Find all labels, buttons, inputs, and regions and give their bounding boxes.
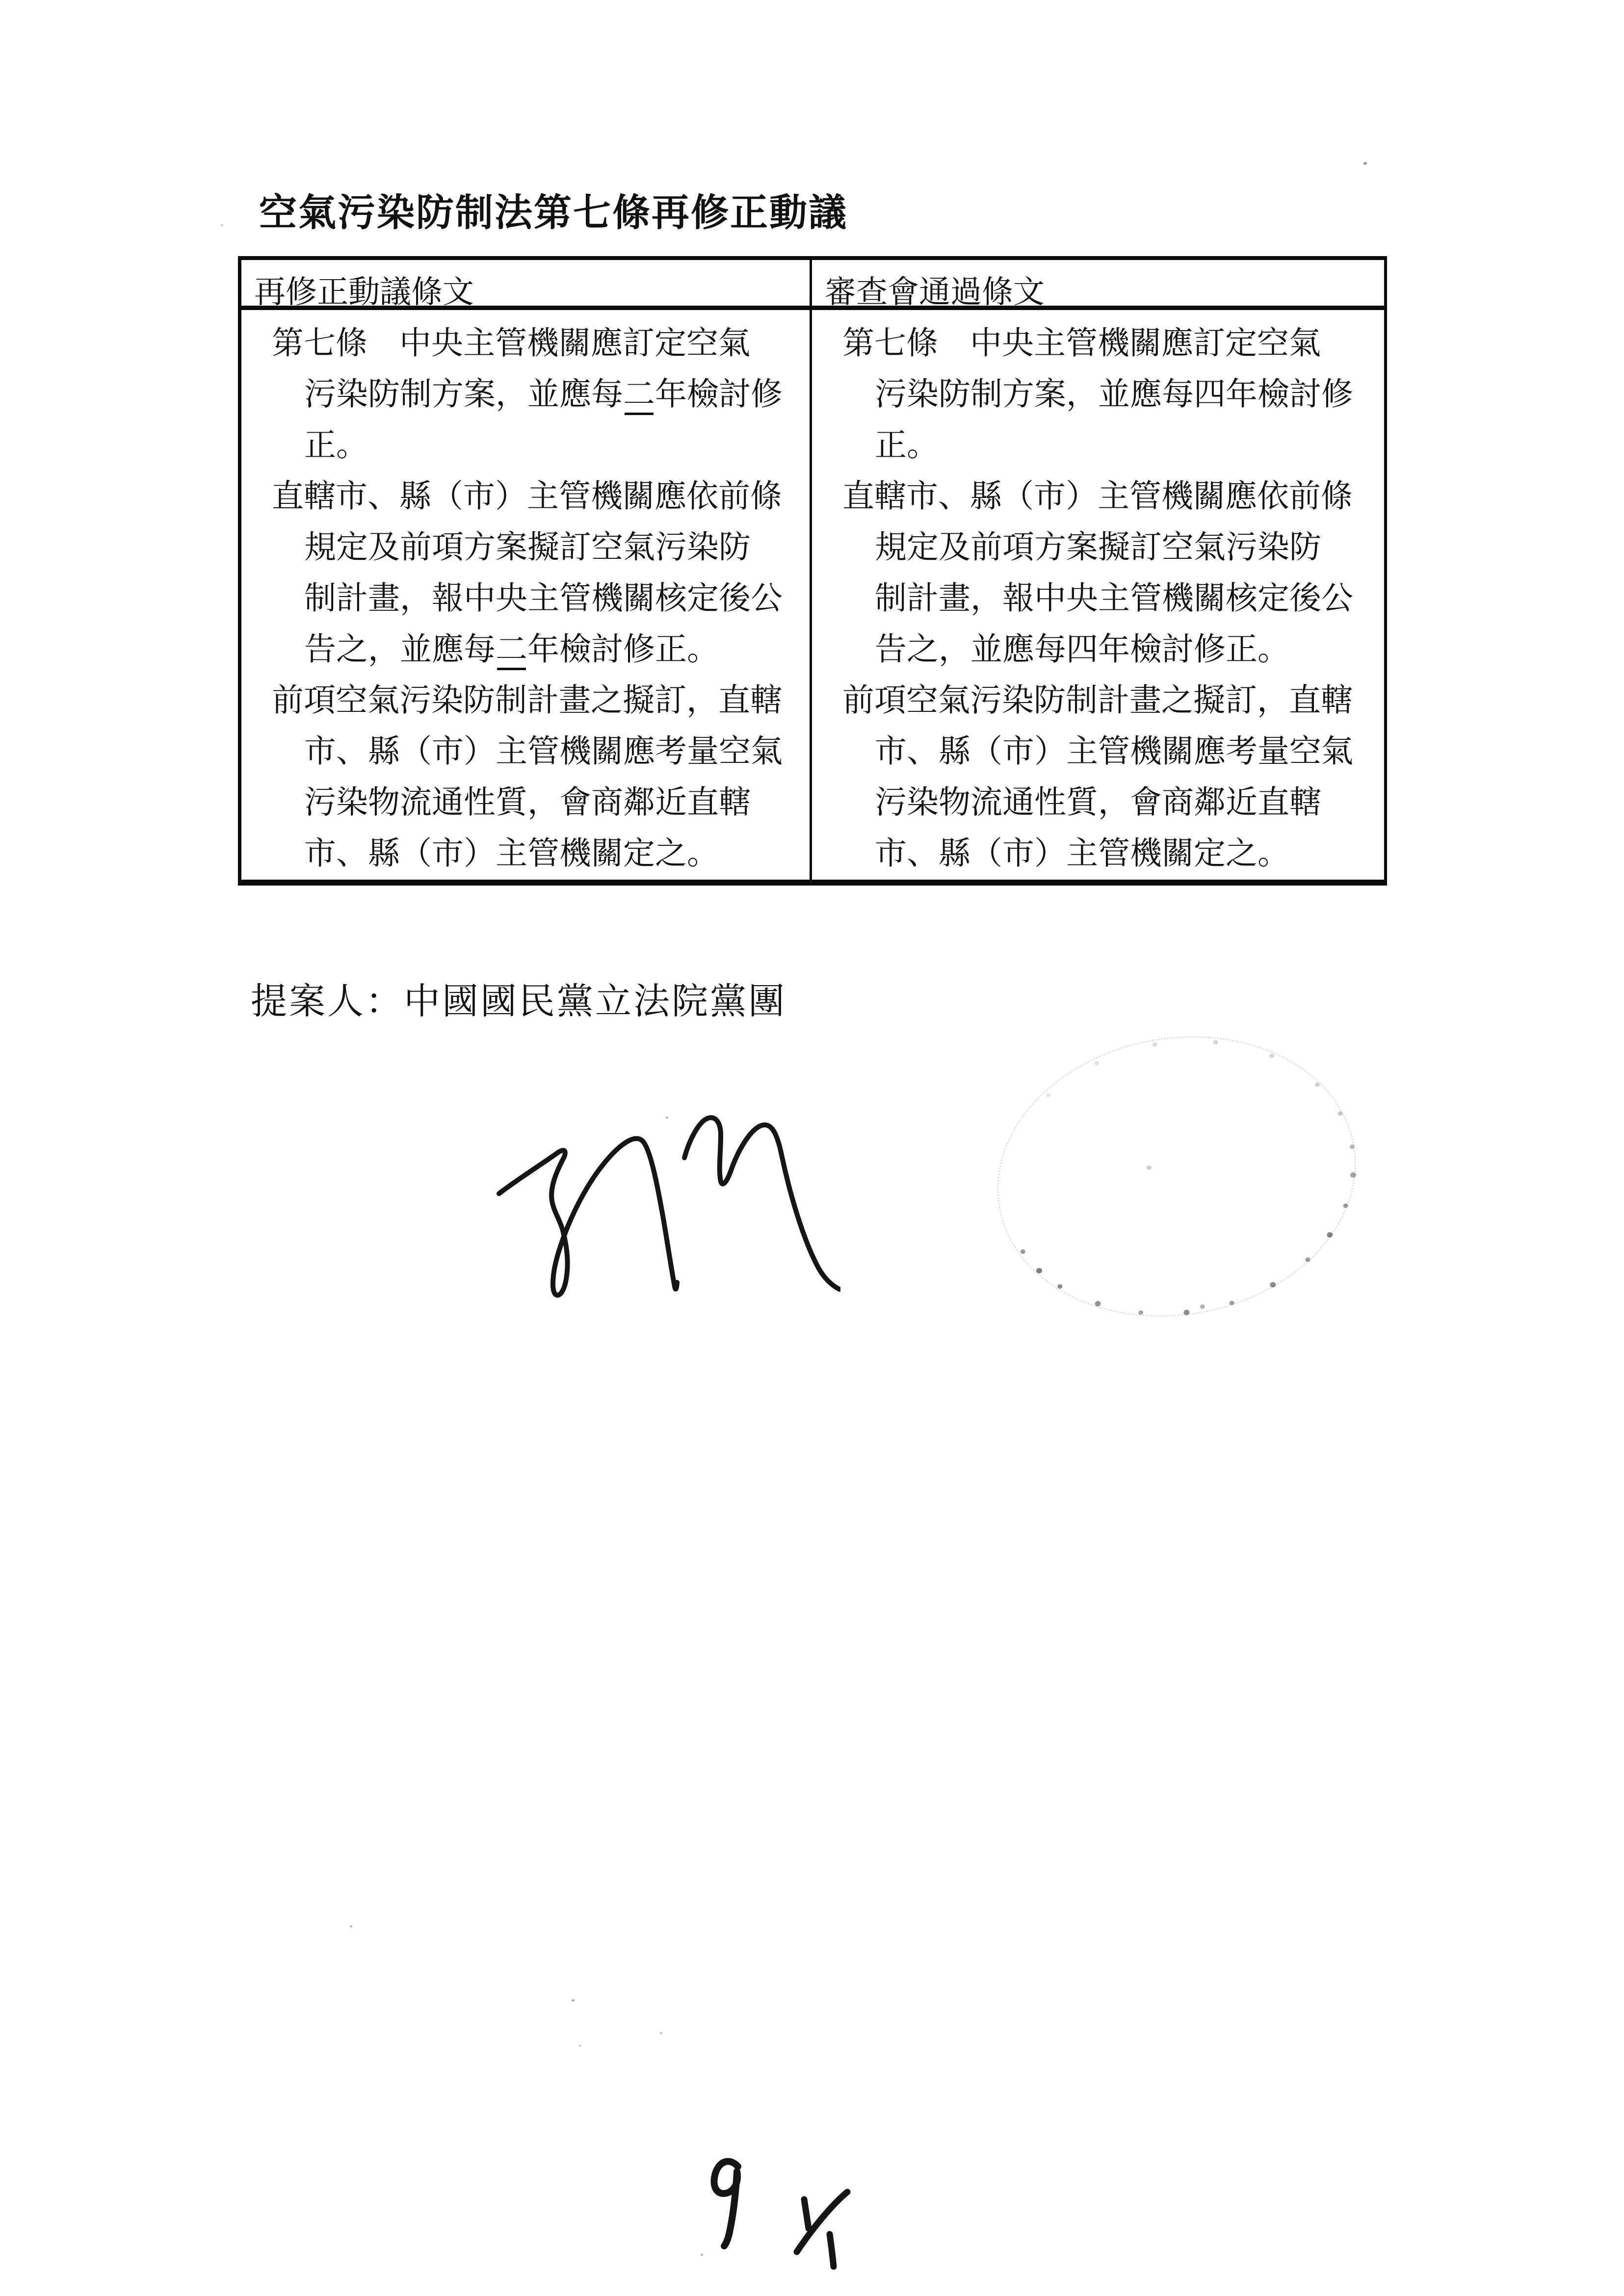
stamp-mark <box>974 1008 1378 1344</box>
law-text-line <box>842 573 1379 624</box>
scan-speck <box>666 1117 668 1119</box>
law-text-segment: 制計畫，報中央主管機關核定後公 <box>304 581 783 616</box>
law-text-segment: 市、縣（市）主管機關應考量空氣 <box>875 734 1354 769</box>
law-text-line <box>272 318 805 369</box>
table-column-committee <box>812 260 1384 880</box>
scan-speck <box>221 224 223 226</box>
law-text-segment: 市、縣（市）主管機關定之。 <box>875 836 1290 871</box>
law-text-segment: 前項空氣污染防制計畫之擬訂，直轄 <box>842 683 1353 718</box>
column-body-motion <box>241 310 810 879</box>
amendment-comparison-table <box>238 256 1387 886</box>
scan-speck <box>579 2045 581 2047</box>
scan-speck <box>660 2032 662 2034</box>
law-text-line <box>272 573 805 624</box>
law-paragraph <box>272 471 805 675</box>
law-text-line <box>842 726 1379 777</box>
column-header-motion: 再修正動議條文 <box>241 260 810 310</box>
law-text-line <box>272 369 805 420</box>
law-text-segment: 告之，並應每 <box>304 632 496 667</box>
law-text-segment: 直轄市、縣（市）主管機關應依前條 <box>272 479 783 514</box>
law-text-line <box>842 318 1379 369</box>
law-text-line <box>272 777 805 828</box>
law-text-segment: 制計畫，報中央主管機關核定後公 <box>875 581 1354 616</box>
scan-speck <box>572 1999 575 2002</box>
scan-speck <box>350 1925 352 1928</box>
law-text-segment: 年檢討修 <box>655 377 783 412</box>
law-text-segment: 規定及前項方案擬訂空氣污染防 <box>875 530 1322 565</box>
law-text-segment: 直轄市、縣（市）主管機關應依前條 <box>842 479 1353 514</box>
law-text-segment: 市、縣（市）主管機關定之。 <box>304 836 719 871</box>
law-paragraph <box>842 318 1379 471</box>
document-title: 空氣污染防制法第七條再修正動議 <box>259 192 848 234</box>
law-text-line <box>272 471 805 522</box>
law-text-line <box>842 828 1379 879</box>
law-text-segment: 污染物流通性質，會商鄰近直轄 <box>304 785 751 820</box>
law-text-segment: 污染防制方案，並應每 <box>304 377 624 412</box>
law-paragraph <box>842 471 1379 675</box>
handwritten-page-note <box>707 2154 854 2276</box>
law-text-segment: 規定及前項方案擬訂空氣污染防 <box>304 530 751 565</box>
law-text-segment: 正。 <box>304 428 368 463</box>
law-text-segment: 污染防制方案，並應每四年檢討修 <box>875 377 1354 412</box>
law-text-line <box>272 624 805 675</box>
law-text-line <box>842 420 1379 471</box>
law-text-segment: 市、縣（市）主管機關應考量空氣 <box>304 734 783 769</box>
handwritten-signature <box>495 1114 840 1298</box>
law-text-line <box>272 522 805 573</box>
underlined-amended-text: 二 <box>496 632 528 667</box>
law-text-line <box>272 420 805 471</box>
law-text-segment: 告之，並應每四年檢討修正。 <box>875 632 1290 667</box>
law-text-segment: 正。 <box>875 428 939 463</box>
table-column-motion <box>241 260 812 880</box>
law-text-line <box>272 726 805 777</box>
law-text-segment: 污染物流通性質，會商鄰近直轄 <box>875 785 1322 820</box>
scan-speck <box>701 2254 703 2256</box>
law-text-line <box>842 471 1379 522</box>
law-text-line <box>842 522 1379 573</box>
law-paragraph <box>842 675 1379 879</box>
law-text-line <box>272 828 805 879</box>
law-paragraph <box>272 318 805 471</box>
column-header-committee: 審查會通過條文 <box>812 260 1384 310</box>
law-text-line <box>272 675 805 726</box>
underlined-amended-text: 二 <box>623 377 655 412</box>
law-text-segment: 第七條 中央主管機關應訂定空氣 <box>272 326 751 361</box>
law-text-segment: 前項空氣污染防制計畫之擬訂，直轄 <box>272 683 783 718</box>
law-text-segment: 第七條 中央主管機關應訂定空氣 <box>842 326 1321 361</box>
law-text-line <box>842 777 1379 828</box>
law-text-line <box>842 675 1379 726</box>
column-body-committee <box>812 310 1384 879</box>
scan-speck <box>1363 162 1367 165</box>
law-text-line <box>842 624 1379 675</box>
law-paragraph <box>272 675 805 879</box>
proposer-line: 提案人：中國國民黨立法院黨團 <box>251 982 786 1022</box>
law-text-segment: 年檢討修正。 <box>527 632 719 667</box>
law-text-line <box>842 369 1379 420</box>
